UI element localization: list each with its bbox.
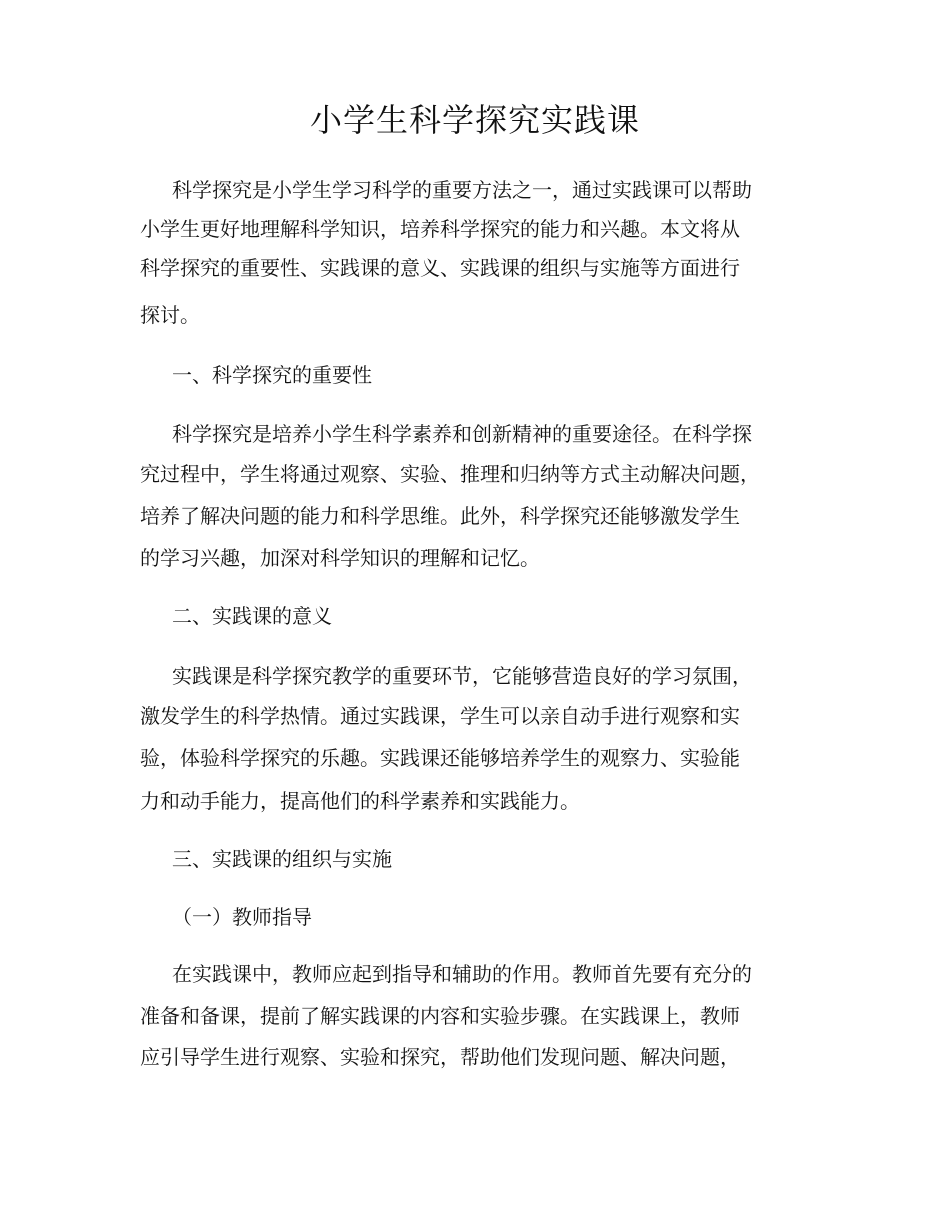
section-3-subheading: （一）教师指导 — [172, 905, 312, 929]
section-3-line-1: 在实践课中，教师应起到指导和辅助的作用。教师首先要有充分的 — [172, 962, 752, 986]
section-1-line-3: 培养了解决问题的能力和科学思维。此外，科学探究还能够激发学生 — [140, 504, 740, 528]
section-2-line-4: 力和动手能力，提高他们的科学素养和实践能力。 — [140, 789, 580, 813]
section-1-heading: 一、科学探究的重要性 — [172, 363, 372, 387]
section-2-line-3: 验，体验科学探究的乐趣。实践课还能够培养学生的观察力、实验能 — [140, 746, 740, 770]
section-1-line-2: 究过程中，学生将通过观察、实验、推理和归纳等方式主动解决问题， — [140, 462, 760, 486]
intro-line-4: 探讨。 — [140, 303, 200, 327]
section-3-line-3: 应引导学生进行观察、实验和探究，帮助他们发现问题、解决问题， — [140, 1045, 740, 1069]
document-title: 小学生科学探究实践课 — [309, 101, 640, 139]
intro-line-1: 科学探究是小学生学习科学的重要方法之一，通过实践课可以帮助 — [172, 178, 752, 202]
section-3-line-2: 准备和备课，提前了解实践课的内容和实验步骤。在实践课上，教师 — [140, 1004, 740, 1028]
section-2-line-1: 实践课是科学探究教学的重要环节，它能够营造良好的学习氛围， — [172, 664, 752, 688]
section-1-line-4: 的学习兴趣，加深对科学知识的理解和记忆。 — [140, 546, 540, 570]
intro-line-3: 科学探究的重要性、实践课的意义、实践课的组织与实施等方面进行 — [140, 256, 740, 280]
section-1-line-1: 科学探究是培养小学生科学素养和创新精神的重要途径。在科学探 — [172, 422, 752, 446]
section-2-heading: 二、实践课的意义 — [172, 604, 332, 628]
section-2-line-2: 激发学生的科学热情。通过实践课，学生可以亲自动手进行观察和实 — [140, 704, 740, 728]
section-3-heading: 三、实践课的组织与实施 — [172, 847, 392, 871]
intro-line-2: 小学生更好地理解科学知识，培养科学探究的能力和兴趣。本文将从 — [140, 217, 740, 241]
